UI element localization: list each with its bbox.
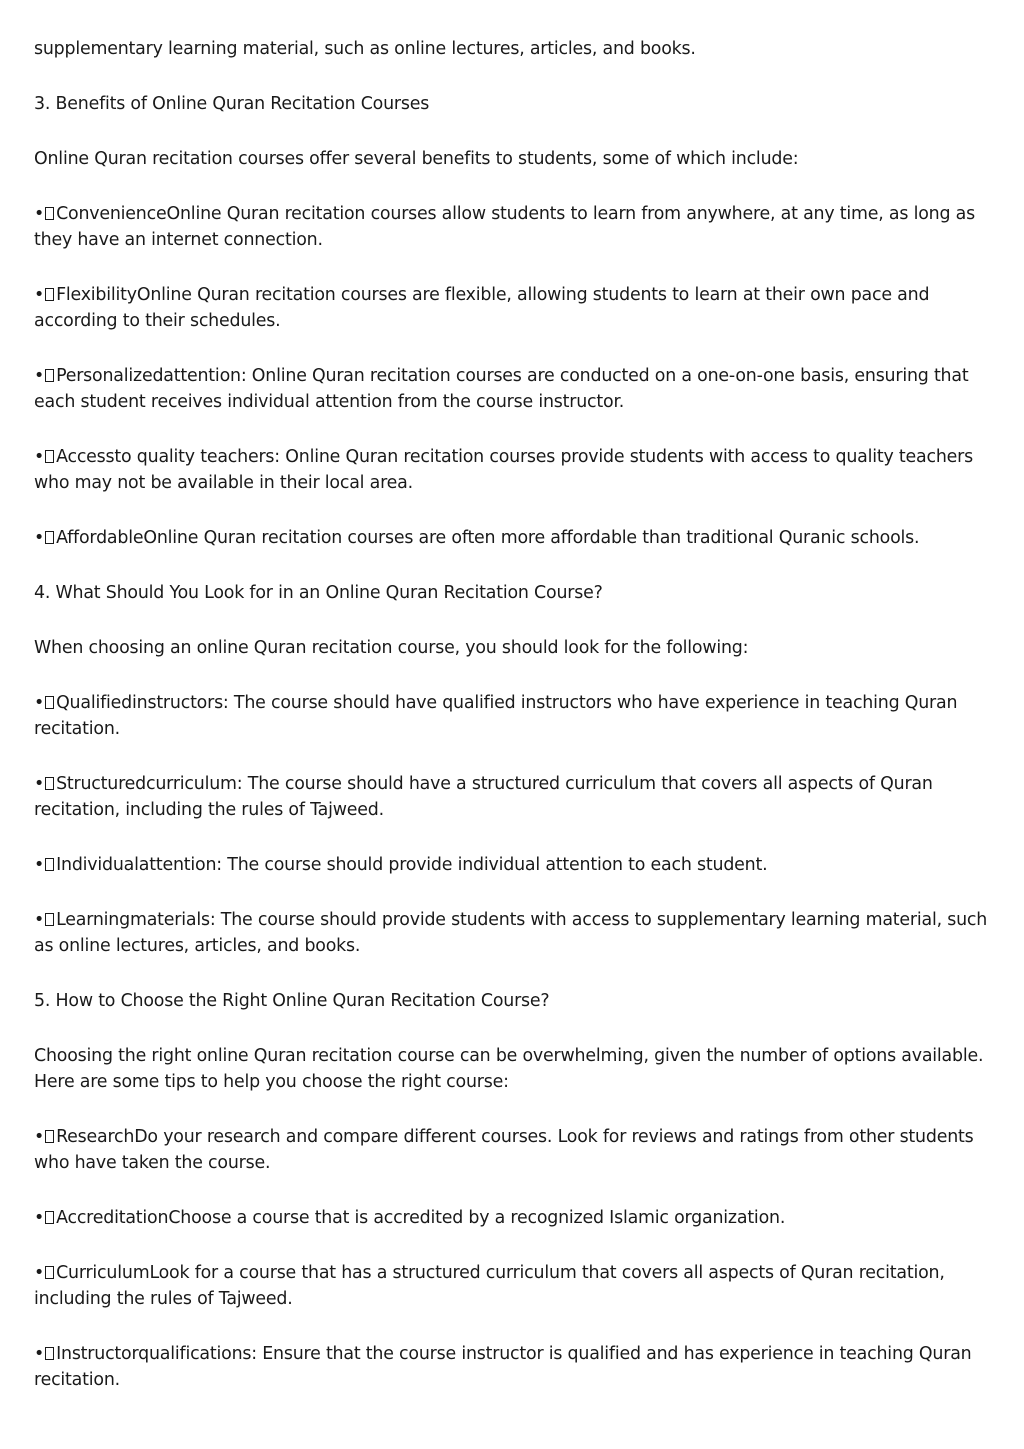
missing-glyph-icon (45, 450, 54, 463)
bullet-dot-icon: • (34, 285, 45, 305)
paragraph: supplementary learning material, such as online lectures, articles, and books. (34, 39, 696, 59)
bullet-dot-icon: • (34, 204, 45, 224)
bullet-item (34, 907, 994, 959)
bullet-term: Access (56, 447, 115, 467)
bullet-item (34, 690, 994, 742)
section-heading: 3. Benefits of Online Quran Recitation Courses (34, 94, 430, 114)
bullet-term: Flexibility (56, 285, 137, 305)
bullet-term: Curriculum (56, 1263, 150, 1283)
bullet-item (34, 852, 994, 878)
bullet-text: Do your research and compare different courses. Look for reviews and ratings from other students who have taken the course. (34, 1127, 974, 1173)
bullet-item (34, 1341, 994, 1393)
bullet-term: Personalized (56, 366, 164, 386)
bullet-dot-icon: • (34, 528, 45, 548)
bullet-text: Online Quran recitation courses are often more affordable than traditional Quranic schools. (143, 528, 920, 548)
bullet-term: Instructor (56, 1344, 139, 1364)
bullet-term: Individual (56, 855, 139, 875)
document-page (34, 36, 994, 1422)
bullet-term: Research (56, 1127, 135, 1147)
missing-glyph-icon (45, 1211, 54, 1224)
bullet-text: curriculum: The course should have a structured curriculum that covers all aspects of Quran recitation, including the rules of Tajweed. (34, 774, 933, 820)
missing-glyph-icon (45, 1347, 54, 1360)
bullet-text: to quality teachers: Online Quran recitation courses provide students with access to quality teachers who may not be available in their local area. (34, 447, 973, 493)
bullet-text: Online Quran recitation courses allow students to learn from anywhere, at any time, as long as they have an internet connection. (34, 204, 975, 250)
paragraph: Online Quran recitation courses offer several benefits to students, some of which include: (34, 149, 799, 169)
bullet-item (34, 771, 994, 823)
missing-glyph-icon (45, 531, 54, 544)
bullet-term: Accreditation (56, 1208, 169, 1228)
bullet-dot-icon: • (34, 1127, 45, 1147)
paragraph: Choosing the right online Quran recitation course can be overwhelming, given the number of options available. Here are some tips to help you choose the right course: (34, 1046, 984, 1092)
bullet-item (34, 1124, 994, 1176)
missing-glyph-icon (45, 777, 54, 790)
bullet-item (34, 282, 994, 334)
bullet-dot-icon: • (34, 855, 45, 875)
bullet-dot-icon: • (34, 447, 45, 467)
bullet-item (34, 1260, 994, 1312)
bullet-term: Qualified (56, 693, 132, 713)
paragraph: When choosing an online Quran recitation course, you should look for the following: (34, 638, 749, 658)
bullet-item (34, 1205, 994, 1231)
bullet-text: materials: The course should provide students with access to supplementary learning material, such as online lectures, articles, and books. (34, 910, 988, 956)
bullet-dot-icon: • (34, 366, 45, 386)
missing-glyph-icon (45, 696, 54, 709)
bullet-item (34, 525, 994, 551)
bullet-term: Structured (56, 774, 146, 794)
bullet-item (34, 363, 994, 415)
missing-glyph-icon (45, 1266, 54, 1279)
bullet-dot-icon: • (34, 910, 45, 930)
bullet-text: attention: The course should provide individual attention to each student. (138, 855, 768, 875)
bullet-dot-icon: • (34, 1263, 45, 1283)
bullet-term: Convenience (56, 204, 167, 224)
missing-glyph-icon (45, 858, 54, 871)
bullet-dot-icon: • (34, 1344, 45, 1364)
missing-glyph-icon (45, 1130, 54, 1143)
missing-glyph-icon (45, 369, 54, 382)
bullet-term: Affordable (56, 528, 144, 548)
missing-glyph-icon (45, 207, 54, 220)
bullet-text: instructors: The course should have qualified instructors who have experience in teaching Quran recitation. (34, 693, 958, 739)
bullet-term: Learning (56, 910, 130, 930)
bullet-dot-icon: • (34, 774, 45, 794)
bullet-text: qualifications: Ensure that the course instructor is qualified and has experience in teaching Quran recitation. (34, 1344, 972, 1390)
section-heading: 4. What Should You Look for in an Online Quran Recitation Course? (34, 583, 603, 603)
bullet-dot-icon: • (34, 693, 45, 713)
bullet-item (34, 201, 994, 253)
bullet-text: Online Quran recitation courses are flexible, allowing students to learn at their own pace and according to their schedules. (34, 285, 930, 331)
bullet-item (34, 444, 994, 496)
bullet-dot-icon: • (34, 1208, 45, 1228)
bullet-text: attention: Online Quran recitation courses are conducted on a one-on-one basis, ensuring that each student receives individual attention from the course instructor. (34, 366, 969, 412)
missing-glyph-icon (45, 288, 54, 301)
missing-glyph-icon (45, 913, 54, 926)
bullet-text: Look for a course that has a structured curriculum that covers all aspects of Quran recitation, including the rules of Tajweed. (34, 1263, 945, 1309)
bullet-text: Choose a course that is accredited by a recognized Islamic organization. (168, 1208, 786, 1228)
section-heading: 5. How to Choose the Right Online Quran Recitation Course? (34, 991, 550, 1011)
